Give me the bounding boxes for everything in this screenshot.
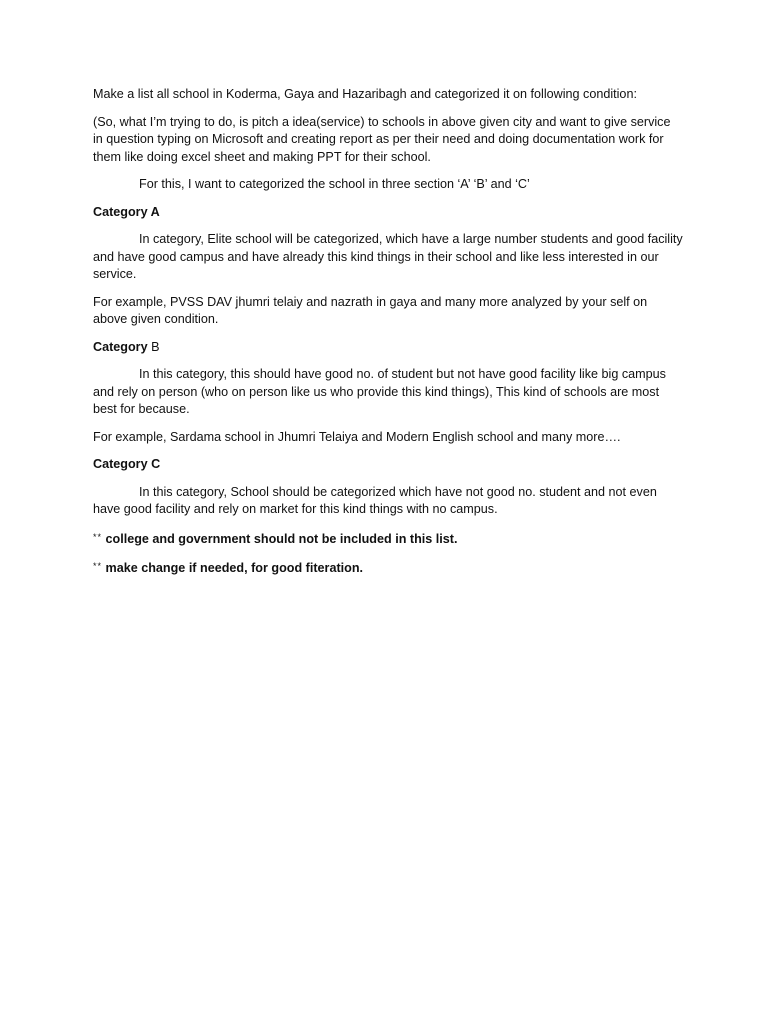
intro-paragraph: Make a list all school in Koderma, Gaya and Hazaribagh and categorized it on following condition:	[93, 87, 637, 101]
category-c-description: In this category, School should be categorized which have not good no. student and not even have good facility and rely on market for this kind things with no campus.	[93, 484, 657, 516]
note-marker: **	[93, 561, 103, 571]
category-b-heading	[93, 339, 683, 357]
category-a-description: In category, Elite school will be categorized, which have a large number students and good facility and have good campus and have already this kind things in their school and like less interested in our service.	[93, 232, 683, 281]
context-paragraph: (So, what I’m trying to do, is pitch a idea(service) to schools in above given city and want to give service in question typing on Microsoft and creating report as per their need and doing documentation work for them like doing excel sheet and making PPT for their school.	[93, 114, 671, 164]
note-text: college and government should not be included in this list.	[102, 531, 458, 546]
note-exclusion	[93, 529, 683, 549]
category-c-heading: Category C	[93, 457, 161, 471]
note-marker: **	[93, 531, 103, 542]
category-b-heading-word: Category	[93, 339, 148, 354]
category-a-heading: Category A	[93, 204, 160, 219]
category-a-example: For example, PVSS DAV jhumri telaiy and nazrath in gaya and many more analyzed by your self on above given condition.	[93, 294, 648, 326]
note-change	[93, 558, 683, 578]
sections-paragraph: For this, I want to categorized the school in three section ‘A’ ‘B’ and ‘C’	[139, 177, 530, 191]
category-b-description: In this category, this should have good no. of student but not have good facility like big campus and rely on person (who on person like us who provide this kind things), This kind of schools are most best for because.	[93, 367, 666, 416]
category-b-heading-letter: B	[147, 339, 160, 354]
document-body	[93, 86, 683, 588]
note-text: make change if needed, for good fiteration.	[102, 561, 364, 575]
category-b-example: For example, Sardama school in Jhumri Telaiya and Modern English school and many more….	[93, 429, 621, 444]
